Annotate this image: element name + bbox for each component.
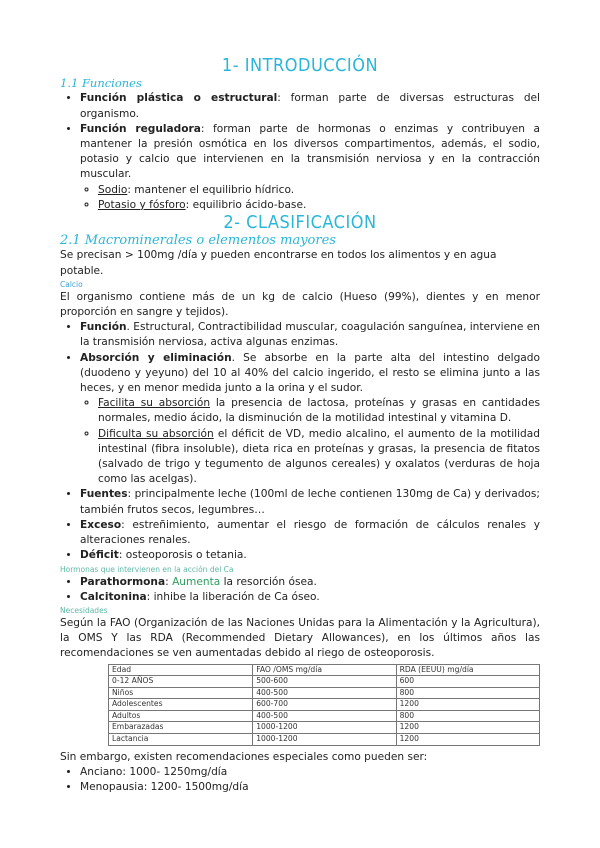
hormonas-label: Hormonas que intervienen en la acción del Ca — [60, 564, 234, 574]
term-fuentes: Fuentes — [80, 488, 128, 501]
table-cell: Niños — [109, 687, 253, 699]
necesidades-paragraph: Según la FAO (Organización de las Naciones Unidas para la Alimentación y la Agricultura), la OMS Y las RDA (Recommended Dietary Allowances), en los últimos años las recomendaciones se ven aumentadas debido al riego de osteoporosis. — [60, 616, 540, 660]
term-calcitonina: Calcitonina — [80, 590, 147, 603]
section-title-introduccion: 1- INTRODUCCIÓN — [221, 55, 379, 76]
term-absorcion: Absorción y eliminación — [80, 351, 232, 364]
table-cell: 600-700 — [253, 699, 396, 711]
requirements-table — [108, 664, 540, 746]
document-page — [60, 56, 540, 795]
table-row — [109, 699, 540, 711]
table-header-cell: FAO /OMS mg/día — [253, 664, 396, 676]
desc-fuentes: : principalmente leche (100ml de leche contienen 130mg de Ca) y derivados; también frutos secos, legumbres… — [80, 488, 540, 516]
especiales-list — [60, 765, 540, 795]
funciones-list — [60, 91, 540, 213]
list-item — [98, 427, 540, 488]
table-cell: 0-12 AÑOS — [109, 676, 253, 688]
list-item: • Anciano: 1000- 1250mg/día — [80, 765, 540, 780]
desc-reguladora: : forman parte de hormonas o enzimas y contribuyen a mantener la presión osmótica en los diversos compartimentos, además, el sodio, potasio y calcio que intervienen en la transmisión nerviosa y en la contracción muscular. — [80, 122, 540, 181]
table-cell: Lactancia — [109, 734, 253, 746]
table-cell: 500-600 — [253, 676, 396, 688]
term-sodio: Sodio — [98, 183, 128, 196]
term-facilita: Facilita su absorción — [98, 397, 211, 410]
desc-potasio: : equilibrio ácido-base. — [185, 198, 307, 211]
term-parathormona: Parathormona — [80, 575, 166, 588]
necesidades-label: Necesidades — [60, 605, 108, 615]
list-item — [80, 518, 540, 548]
term-potasio: Potasio y fósforo — [98, 198, 186, 211]
subsection-title-funciones: 1.1 Funciones — [60, 76, 142, 91]
table-cell: 800 — [396, 710, 539, 722]
desc-facilita: la presencia de lactosa, proteínas y grasas en cantidades normales, medio ácido, la disminución de la motilidad intestinal y vitamina D. — [98, 397, 540, 425]
list-item — [80, 487, 540, 517]
table-row — [109, 722, 540, 734]
sub-list — [80, 183, 540, 213]
table-row — [109, 710, 540, 722]
desc-calcitonina: : inhibe la liberación de Ca óseo. — [146, 590, 320, 603]
desc-deficit: : osteoporosis o tetania. — [118, 549, 247, 562]
list-item: • Menopausia: 1200- 1500mg/día — [80, 780, 540, 795]
hormonas-list — [60, 575, 540, 605]
especiales-paragraph: Sin embargo, existen recomendaciones especiales como pueden ser: — [60, 750, 428, 763]
highlight-aumenta: Aumenta — [172, 575, 221, 588]
term-reguladora: Función reguladora — [80, 122, 201, 135]
desc-parathormona: la resorción ósea. — [220, 575, 317, 588]
list-item — [80, 590, 540, 605]
term-dificulta: Dificulta su absorción — [98, 427, 214, 440]
table-cell: Adolescentes — [109, 699, 253, 711]
list-item — [98, 198, 540, 213]
table-header-cell: Edad — [109, 664, 253, 676]
term-funcion: Función — [80, 321, 127, 334]
desc-dificulta: el déficit de VD, medio alcalino, el aumento de la motilidad intestinal (fibra insoluble), dieta rica en proteínas y grasas, la presencia de fitatos (salvado de trigo y tegumento de algunos cereales) y oxalatos (verduras de hoja como las acelgas). — [98, 427, 540, 486]
term-plastica: Función plástica o estructural — [80, 92, 278, 105]
table-cell: 800 — [396, 687, 539, 699]
separator: : — [165, 575, 173, 588]
list-item — [80, 122, 540, 213]
list-item — [80, 320, 540, 350]
section-title-clasificacion: 2- CLASIFICACIÓN — [223, 212, 377, 234]
desc-funcion: . Estructural, Contractibilidad muscular, coagulación sanguínea, interviene en la transmisión nerviosa, activa algunas enzimas. — [80, 321, 540, 349]
table-cell: 1200 — [396, 722, 539, 734]
list-item — [80, 91, 540, 121]
calcio-paragraph: El organismo contiene más de un kg de calcio (Hueso (99%), dientes y en menor proporción en sangre y tejidos). — [60, 290, 540, 319]
sub-list — [80, 396, 540, 487]
table-cell: 1000-1200 — [253, 722, 396, 734]
table-cell: 1000-1200 — [253, 734, 396, 746]
list-item — [80, 351, 540, 488]
desc-sodio: : mantener el equilibrio hídrico. — [127, 183, 295, 196]
table-cell: Adultos — [109, 710, 253, 722]
table-header-row — [109, 664, 540, 676]
table-cell: 400-500 — [253, 710, 396, 722]
table-row — [109, 734, 540, 746]
table-row — [109, 676, 540, 688]
term-deficit: Déficit — [80, 549, 119, 562]
intro-paragraph: Se precisan > 100mg /día y pueden encontrarse en todos los alimentos y en agua potable. — [60, 249, 497, 277]
table-cell: 600 — [396, 676, 539, 688]
table-header-cell: RDA (EEUU) mg/día — [396, 664, 539, 676]
calcio-list — [60, 320, 540, 563]
list-item — [80, 548, 540, 563]
table-cell: 400-500 — [253, 687, 396, 699]
term-exceso: Exceso — [80, 518, 122, 531]
list-item — [98, 183, 540, 198]
list-item — [80, 575, 540, 590]
desc-exceso: : estreñimiento, aumentar el riesgo de formación de cálculos renales y alteraciones renales. — [80, 518, 540, 547]
list-item — [98, 396, 540, 426]
table-cell: 1200 — [396, 699, 539, 711]
subsection-title-macrominerales: 2.1 Macrominerales o elementos mayores — [60, 233, 336, 249]
table-row — [109, 687, 540, 699]
desc-absorcion: . Se absorbe en la parte alta del intestino delgado (duodeno y yeyuno) del 10 al 40% del calcio ingerido, el resto se elimina junto a las heces, y en menor medida junto a la orina y el sudor. — [80, 351, 540, 395]
table-cell: 1200 — [396, 734, 539, 746]
table-cell: Embarazadas — [109, 722, 253, 734]
desc-plastica: : forman parte de diversas estructuras del organismo. — [80, 92, 540, 120]
calcio-label: Calcio — [60, 279, 83, 289]
